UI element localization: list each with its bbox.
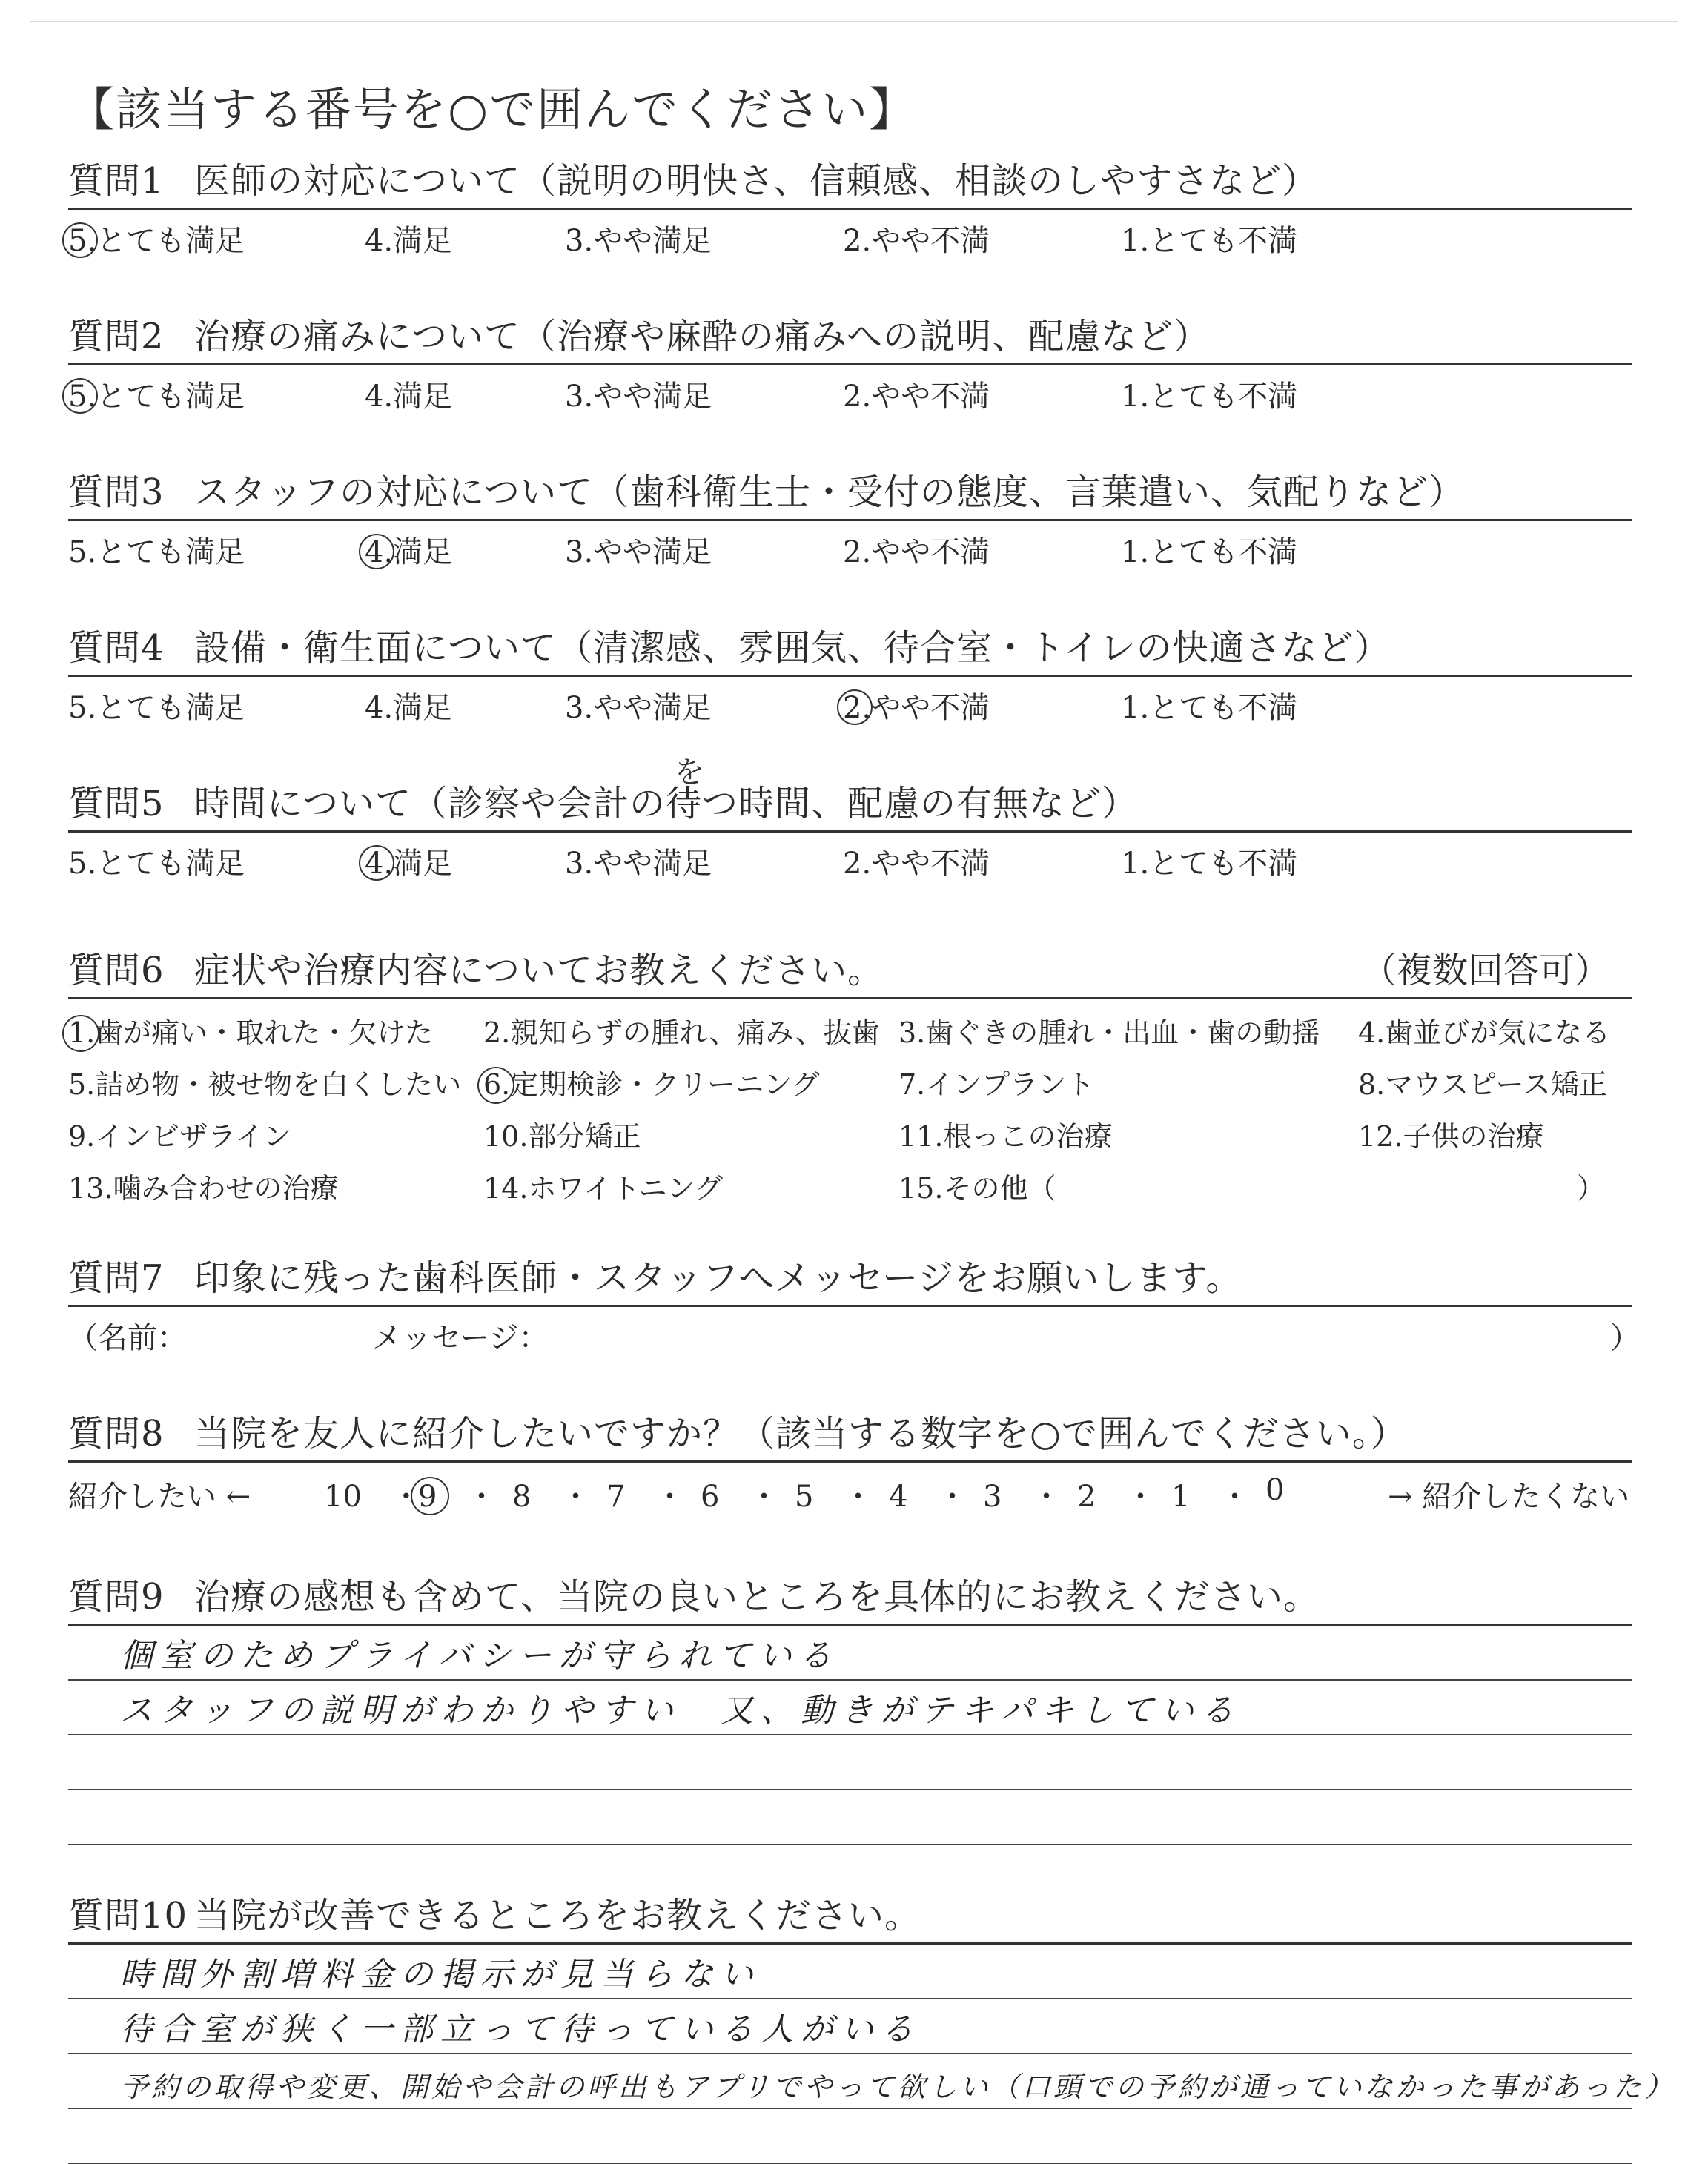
scale-value-6[interactable] (701, 1473, 778, 1515)
message-close-paren: ） (1610, 1321, 1640, 1355)
rating-options (68, 521, 1632, 580)
question-title: 質問2 治療の痛みについて（治療や麻酔の痛みへの説明、配慮など） (68, 316, 1211, 357)
option-number: 5. (68, 1068, 96, 1101)
option-label: その他（ (943, 1172, 1056, 1205)
symptom-option-15[interactable] (898, 1165, 1056, 1206)
question-title: 質問4 設備・衛生面について（清潔感、雰囲気、待合室・トイレの快適さなど） (68, 627, 1391, 669)
option-label: 親知らずの腫れ、痛み、抜歯 (510, 1016, 880, 1049)
symptom-option-1[interactable] (68, 1010, 433, 1050)
scale-value-9[interactable] (418, 1473, 496, 1515)
form-header: 【該当する番号を○で囲んでください】 (68, 82, 917, 136)
scale-value-2[interactable] (1077, 1473, 1155, 1515)
question-8 (68, 1409, 1632, 1515)
option-number: 3. (565, 224, 594, 258)
scale-number: 0 (1265, 1473, 1285, 1507)
option-label: とても不満 (1149, 691, 1298, 725)
option-number: 3. (898, 1016, 926, 1049)
option-number: 1. (1121, 224, 1150, 258)
scale-number: 2 (1077, 1480, 1096, 1514)
scale-number: 5 (795, 1480, 814, 1514)
option-label: とても満足 (96, 224, 245, 258)
option-label: マウスピース矯正 (1385, 1068, 1607, 1101)
question-title: 質問5 時間について（診察や会計の待つ時間、配慮の有無など） (68, 783, 1139, 824)
option-number: 1. (1121, 847, 1150, 881)
option-label: 満足 (393, 535, 453, 569)
option-label: とても不満 (1149, 535, 1298, 569)
option-number: 9. (68, 1120, 96, 1153)
answer-line (68, 1945, 1632, 1999)
rating-option-4[interactable] (365, 684, 452, 727)
option-label: やや満足 (593, 224, 712, 258)
question-title: 質問9 治療の感想も含めて、当院の良いところを具体的にお教えください。 (68, 1576, 1320, 1618)
rating-option-4[interactable] (365, 529, 452, 571)
option-label: やや不満 (871, 224, 990, 258)
scale-number: 3 (983, 1480, 1002, 1514)
rating-option-5[interactable] (68, 217, 245, 259)
scale-right-label: → 紹介したくない (1388, 1480, 1630, 1514)
rating-option-4[interactable] (365, 840, 452, 882)
scale-value-3[interactable] (983, 1473, 1061, 1515)
option-number: 2. (843, 691, 872, 725)
option-number: 4. (365, 847, 394, 881)
rating-option-3[interactable] (565, 373, 712, 415)
option-number: 2. (843, 535, 872, 569)
scale-value-10[interactable] (324, 1473, 421, 1515)
option-label: 定期検診・クリーニング (510, 1068, 820, 1101)
rating-option-5[interactable] (68, 529, 245, 571)
option-number: 7. (898, 1068, 926, 1101)
option-number: 1. (1121, 691, 1150, 725)
question-7 (68, 1253, 1640, 1359)
question-3 (68, 467, 1632, 580)
option-number: 1. (1121, 380, 1150, 414)
option-number: 11. (898, 1120, 944, 1153)
rating-option-4[interactable] (365, 373, 452, 415)
symptom-option-13[interactable] (68, 1165, 338, 1206)
question-title: 質問3 スタッフの対応について（歯科衛生士・受付の態度、言葉遣い、気配りなど） (68, 471, 1466, 513)
scale-separator: ・ (625, 1480, 685, 1514)
question-title: 質問7 印象に残った歯科医師・スタッフへメッセージをお願いします。 (68, 1257, 1242, 1299)
option-number: 3. (565, 535, 594, 569)
rating-option-1[interactable] (1121, 529, 1297, 571)
referral-scale (68, 1463, 1632, 1515)
option-number: 5. (68, 847, 97, 881)
symptom-options (68, 999, 1632, 1222)
rating-option-3[interactable] (565, 217, 712, 259)
symptom-option-10[interactable] (483, 1114, 640, 1154)
option-label: 子供の治療 (1403, 1120, 1544, 1153)
option-number: 15. (898, 1172, 944, 1205)
scale-separator: ・ (1190, 1480, 1250, 1514)
option-label: ホワイトニング (528, 1172, 724, 1205)
symptom-option-7[interactable] (898, 1062, 1094, 1102)
scale-value-1[interactable] (1171, 1473, 1249, 1515)
option-label: やや満足 (593, 691, 712, 725)
question-title: 質問6 症状や治療内容についてお教えください。 (68, 950, 884, 991)
question-title: 質問1 医師の対応について（説明の明快さ、信頼感、相談のしやすさなど） (68, 160, 1319, 202)
scale-number: 1 (1171, 1480, 1191, 1514)
option-label: 噛み合わせの治療 (113, 1172, 339, 1205)
symptom-option-4[interactable] (1358, 1010, 1610, 1050)
option-label: とても満足 (96, 380, 245, 414)
option-label: とても不満 (1149, 224, 1298, 258)
answer-line (68, 1626, 1632, 1681)
option-label: 歯ぐきの腫れ・出血・歯の動揺 (925, 1016, 1320, 1049)
symptom-option-8[interactable] (1358, 1062, 1607, 1102)
rating-option-1[interactable] (1121, 840, 1297, 882)
option-label: とても満足 (96, 535, 245, 569)
rating-option-2[interactable] (843, 684, 990, 727)
option-number: 4. (365, 224, 394, 258)
option-label: やや不満 (871, 691, 990, 725)
rating-option-3[interactable] (565, 684, 712, 727)
name-label: （名前： (68, 1321, 187, 1355)
rating-options (68, 365, 1632, 425)
rating-option-3[interactable] (565, 840, 712, 882)
question-5 (68, 778, 1632, 892)
answer-line (68, 1735, 1632, 1790)
option-number: 2. (843, 224, 872, 258)
scale-value-4[interactable] (889, 1473, 967, 1515)
rating-option-5[interactable] (68, 684, 245, 727)
handwritten-answer: スタッフの説明がわかりやすい 又、動きがテキパキしている (120, 1692, 1241, 1730)
answer-line (68, 1681, 1632, 1735)
answer-line (68, 1999, 1632, 2054)
question-title: 質問8 当院を友人に紹介したいですか？（該当する数字を○で囲んでください。） (68, 1413, 1407, 1455)
scale-separator: ・ (907, 1480, 967, 1514)
option-label: やや不満 (871, 380, 990, 414)
symptom-option-11[interactable] (898, 1114, 1112, 1154)
scale-value-5[interactable] (795, 1473, 873, 1515)
rating-option-3[interactable] (565, 529, 712, 571)
rating-option-1[interactable] (1121, 373, 1297, 415)
answer-lines (68, 1945, 1676, 2164)
scale-separator: ・ (719, 1480, 779, 1514)
rating-option-1[interactable] (1121, 684, 1297, 727)
scale-separator: ・ (437, 1480, 497, 1514)
option-label: やや不満 (871, 847, 990, 881)
option-number: 13. (68, 1172, 113, 1205)
scale-left-label: 紹介したい ← (68, 1480, 251, 1514)
option-number: 10. (483, 1120, 529, 1153)
scale-separator: ・ (1002, 1480, 1062, 1514)
option-number: 14. (483, 1172, 529, 1205)
option-label: やや満足 (593, 847, 712, 881)
scale-value-8[interactable] (512, 1473, 590, 1515)
scale-number: 6 (701, 1480, 720, 1514)
other-close-paren: ） (1577, 1172, 1606, 1205)
option-number: 1. (68, 1016, 96, 1049)
scale-separator: ・ (531, 1480, 591, 1514)
option-number: 2. (843, 380, 872, 414)
option-number: 4. (365, 380, 394, 414)
symptom-option-3[interactable] (898, 1010, 1320, 1050)
option-label: 根っこの治療 (943, 1120, 1113, 1153)
rating-option-5[interactable] (68, 373, 245, 415)
scale-value-7[interactable] (606, 1473, 684, 1515)
symptom-option-6[interactable] (483, 1062, 820, 1102)
question-10 (68, 1890, 1676, 2164)
option-number: 5. (68, 224, 97, 258)
symptom-option-14[interactable] (483, 1165, 723, 1206)
option-label: 歯並びが気になる (1385, 1016, 1611, 1049)
scale-number: 9 (418, 1480, 437, 1514)
option-number: 4. (365, 691, 394, 725)
option-label: 満足 (393, 691, 453, 725)
rating-options (68, 210, 1632, 269)
option-label: とても満足 (96, 847, 245, 881)
handwritten-answer: 予約の取得や変更、開始や会計の呼出もアプリでやって欲しい（口頭での予約が通っていなかった事があった） (120, 2071, 1676, 2103)
answer-line (68, 1790, 1632, 1845)
page-top-edge (30, 21, 1678, 22)
scale-number: 4 (889, 1480, 908, 1514)
symptom-option-12[interactable] (1358, 1114, 1543, 1154)
option-number: 4. (1358, 1016, 1386, 1049)
handwritten-answer: 個室のためプライバシーが守られている (120, 1637, 839, 1675)
rating-option-2[interactable] (843, 373, 990, 415)
scale-value-0[interactable] (1265, 1473, 1284, 1507)
option-label: やや不満 (871, 535, 990, 569)
symptom-option-5[interactable] (68, 1062, 461, 1102)
question-4 (68, 623, 1632, 736)
question-9 (68, 1572, 1632, 1845)
rating-option-1[interactable] (1121, 217, 1297, 259)
symptom-option-2[interactable] (483, 1010, 880, 1050)
option-number: 5. (68, 691, 97, 725)
question-2 (68, 311, 1632, 425)
option-label: とても不満 (1149, 847, 1298, 881)
rating-option-2[interactable] (843, 840, 990, 882)
option-number: 8. (1358, 1068, 1386, 1101)
answer-line (68, 2054, 1676, 2109)
option-number: 3. (565, 380, 594, 414)
option-label: 満足 (393, 224, 453, 258)
multiple-answers-note: （複数回答可） (1360, 950, 1610, 991)
option-label: やや満足 (593, 380, 712, 414)
scale-separator: ・ (813, 1480, 873, 1514)
scale-number: 10 (324, 1480, 362, 1514)
symptom-option-9[interactable] (68, 1114, 291, 1154)
answer-line (68, 2109, 1632, 2164)
option-label: とても満足 (96, 691, 245, 725)
option-label: インプラント (925, 1068, 1095, 1101)
handwritten-answer: 時間外割増料金の掲示が見当らない (120, 1956, 761, 1993)
answer-lines (68, 1626, 1632, 1845)
option-number: 3. (565, 691, 594, 725)
scale-number: 8 (512, 1480, 532, 1514)
option-number: 1. (1121, 535, 1150, 569)
scale-number: 7 (606, 1480, 626, 1514)
option-label: とても不満 (1149, 380, 1298, 414)
option-label: インビザライン (95, 1120, 292, 1153)
option-number: 5. (68, 380, 97, 414)
option-label: 満足 (393, 847, 453, 881)
rating-option-2[interactable] (843, 217, 990, 259)
handwritten-answer: 待合室が狭く一部立って待っている人がいる (120, 2011, 921, 2048)
question-1 (68, 156, 1632, 269)
option-label: 詰め物・被せ物を白くしたい (95, 1068, 462, 1101)
scale-separator: ・ (1096, 1480, 1156, 1514)
option-number: 12. (1358, 1120, 1403, 1153)
handwritten-mark: を (675, 755, 704, 790)
option-number: 5. (68, 535, 97, 569)
message-label: メッセージ： (372, 1321, 549, 1355)
option-number: 6. (483, 1068, 511, 1101)
question-title: 質問10 当院が改善できるところをお教えください。 (68, 1895, 921, 1936)
option-label: 部分矯正 (528, 1120, 641, 1153)
question-6 (68, 945, 1632, 1222)
option-label: 歯が痛い・取れた・欠けた (95, 1016, 434, 1049)
rating-option-5[interactable] (68, 840, 245, 882)
option-number: 4. (365, 535, 394, 569)
rating-option-2[interactable] (843, 529, 990, 571)
scale-separator: ・ (361, 1480, 421, 1514)
option-number: 2. (483, 1016, 511, 1049)
option-number: 2. (843, 847, 872, 881)
option-label: やや満足 (593, 535, 712, 569)
rating-options (68, 677, 1632, 736)
rating-options (68, 833, 1632, 892)
rating-option-4[interactable] (365, 217, 452, 259)
option-label: 満足 (393, 380, 453, 414)
option-number: 3. (565, 847, 594, 881)
